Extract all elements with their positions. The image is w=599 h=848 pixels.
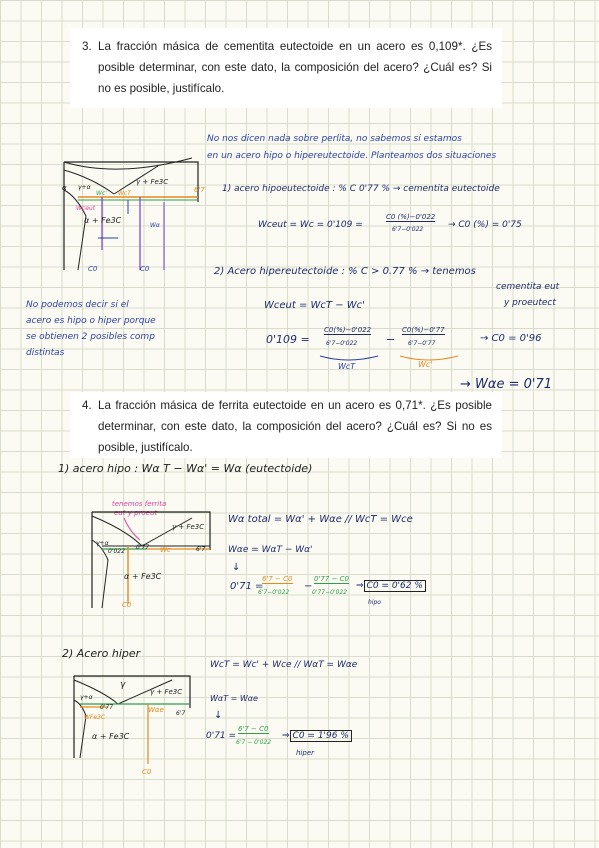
q4-eq-num2: 0'77 − C0 [314,575,349,583]
q4-case1: 1) acero hipo : Wα T − Wα' = Wα (eutectoide) [58,462,313,475]
q4d1-077: 0'77 [136,544,150,551]
q3-eq2-minus: − [386,333,396,346]
q4-case2: 2) Acero hiper [62,647,141,660]
q3-label-alpha: α [62,184,67,192]
q3-eq2-lhs: 0'109 = [266,333,310,346]
q4-hiper-arrow: ↓ [214,710,223,721]
q4-eq-res-box: C0 = 0'62 % [364,580,426,592]
side-note-line-3: se obtienen 2 posibles comp [26,332,155,342]
q4-wa-total: Wα total = Wα' + Wαe // WcT = Wce [228,514,413,525]
q3-case2-c: y proeutect [504,298,556,308]
q4-eq-lhs: 0'71 = [230,581,264,592]
q4d2-wae: Wαe [148,706,164,714]
q4-arrow: ↓ [232,562,241,573]
q4-eq-den1: 6'7−0'022 [258,589,290,596]
q4d2-wfe3c: WFe3C [84,714,106,721]
q4d1-c0: C0 [122,601,132,609]
q4-pink-note-2: eut y proeut [114,509,158,517]
q4-hiper-res: ⇒ C0 = 1'96 % [282,730,352,742]
q4-hiper-eq2: WαT = Wαe [210,694,258,703]
question-text: La fracción másica de cementita eutectoide en un acero es 0,109*. ¿Es posible determinar, con este dato, la composición del acero? ¿Cuál es? Si no es posible, justifícalo. [98,40,492,95]
q3-case1-den: 6'7−0'022 [392,226,424,233]
q4d2-alpha-fe3c: α + Fe3C [92,732,130,741]
q4d2-67: 6'7 [176,710,186,717]
q4-hiper-num: 6'7 − C0 [238,725,269,733]
q4-eq-minus: − [304,581,313,592]
q3-eq2-lab1: WcT [338,362,356,371]
intro-line-2: en un acero hipo o hipereutectoide. Planteamos dos situaciones [207,151,497,161]
q4d2-077: 0'77 [100,704,114,711]
q3-label-alpha-fe3c: α + Fe3C [84,216,122,225]
q4-eq-den2: 0'77−0'022 [312,589,348,596]
q3-label-gamma-alpha: γ+α [78,184,91,191]
q3-eq2-num1: C0(%)−0'022 [324,326,372,334]
q4-pink-note-1: tenemos ferrita [112,500,167,508]
q3-case1-res: → C0 (%) = 0'75 [448,220,522,230]
question-number: 3. [82,40,92,53]
q3-eq2-den2: 6'7−0'77 [408,340,436,347]
q3-label-wc-green: Wc' [96,190,107,197]
side-note-line-1: No podemos decir si el [26,300,129,310]
q4d1-wc: Wc [160,546,171,554]
q3-case2-eq: Wceut = WcT − Wc' [264,300,365,311]
q4-wae-eq: Wαe = WαT − Wα' [228,545,313,555]
q4-hiper-tag: hiper [296,749,315,757]
q3-eq2-res: → C0 = 0'96 [480,333,542,344]
q4-hiper-den: 6'7 − 0'022 [236,739,272,746]
q4d1-gamma-alpha: γ+α [96,540,109,547]
q4d2-c0: C0 [142,768,152,776]
q4d1-0022: 0'022 [108,548,125,555]
phase-diagram-q3 [58,150,210,276]
q4d2-gamma-fe3c: γ + Fe3C [150,688,183,696]
q3-case1-eq: Wceut = Wc = 0'109 = [258,220,363,230]
q4d1-gamma-fe3c: γ + Fe3C [172,523,205,531]
q4d2-gamma-alpha: γ+α [80,694,93,701]
q4d2-gamma: γ [120,680,126,690]
question-text: La fracción másica de ferrita eutectoide en un acero es 0,71*. ¿Es posible determinar, con este dato, la composición del acero? ¿Cuál es? Si no es posible, justifícalo. [98,399,492,454]
q4-annotation: → Wαe = 0'71 [460,377,552,392]
q3-label-gamma-fe3c: γ + Fe3C [136,178,169,186]
q3-case1-num: C0 (%)−0'022 [386,213,436,221]
q3-case1: 1) acero hipoeutectoide : % C 0'77 % → cementita eutectoide [222,184,500,194]
question-4-box [70,392,502,458]
q3-label-c0-b: C0 [140,265,150,273]
q4d1-alpha-fe3c: α + Fe3C [124,572,162,581]
q3-label-6-7: 6'7 [194,186,205,194]
q4-hiper-res-box: C0 = 1'96 % [290,730,352,742]
q3-label-wc: Wα [150,222,160,229]
q3-label-wceut: Wceut [76,205,96,212]
q4-hiper-eq1: WcT = Wc' + Wce // WαT = Wαe [210,660,358,670]
side-note-line-4: distintas [26,348,65,358]
q4-hiper-lhs: 0'71 = [206,731,237,741]
q4-eq-res: ⇒ C0 = 0'62 % [356,580,426,592]
q3-eq2-lab2: Wc' [418,360,433,369]
question-number: 4. [82,399,92,412]
q3-case2: 2) Acero hipereutectoide : % C > 0.77 % → tenemos [214,266,476,277]
intro-line-1: No nos dicen nada sobre perlita, no sabemos si estamos [207,134,462,144]
q4-eq-tag: hipo [368,599,381,606]
q4-eq-num1: 6'7 − C0 [262,575,293,583]
q3-label-wct: WcT [118,190,131,197]
q3-case2-b: cementita eut [496,282,560,292]
q3-eq2-den1: 6'7−0'022 [326,340,358,347]
question-3-box [70,28,502,108]
q3-eq2-num2: C0(%)−0'77 [402,326,445,334]
side-note-line-2: acero es hipo o hiper porque [26,316,156,326]
q4d1-67: 6'7 [196,546,206,553]
q3-label-c0-a: C0 [88,265,98,273]
